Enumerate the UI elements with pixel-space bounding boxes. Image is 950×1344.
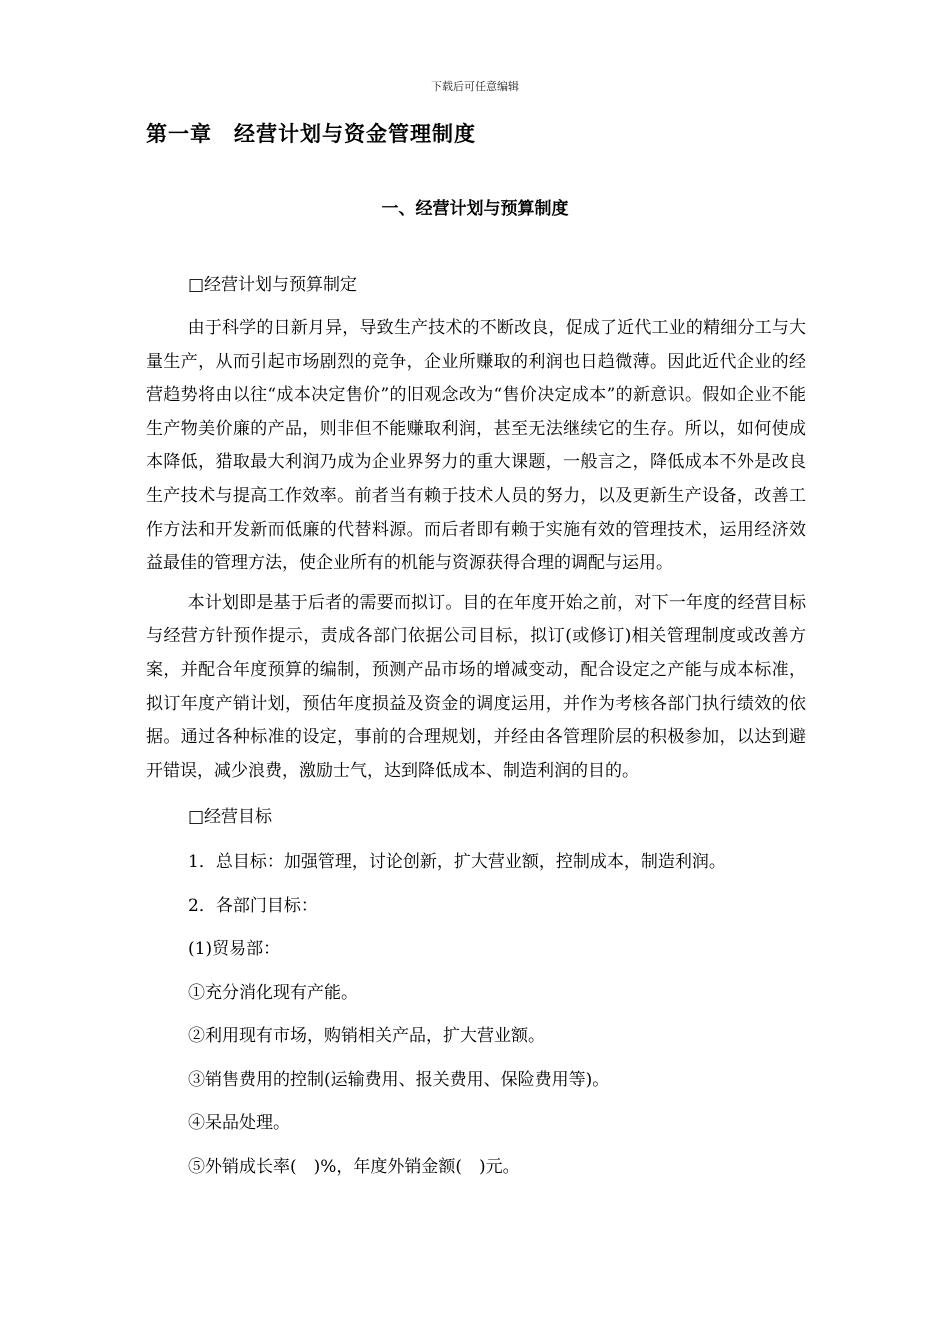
chapter-name: 经营计划与资金管理制度 [234,122,476,146]
list-item: ④呆品处理。 [188,1113,290,1134]
list-item: ①充分消化现有产能。 [188,982,358,1003]
document-body [146,268,806,1189]
chapter-number: 第一章 [146,122,212,146]
list-item: 1．总目标：加强管理，讨论创新，扩大营业额，控制成本，制造利润。 [188,852,726,873]
chapter-title [146,118,476,148]
list-item: 2．各部门目标： [188,895,318,916]
header-note: 下载后可任意编辑 [431,80,519,93]
list-item: ②利用现有市场，购销相关产品，扩大营业额。 [188,1026,545,1047]
paragraph-intro: 由于科学的日新月异，导致生产技术的不断改良，促成了近代工业的精细分工与大量生产，从而引起市场剧烈的竞争，企业所赚取的利润也日趋微薄。因此近代企业的经营趋势将由以往“成本决定售价”的旧观念改为“售价决定成本”的新意识。假如企业不能生产物美价廉的产品，则非但不能赚取利润，甚至无法继续它的生存。所以，如何使成本降低，猎取最大利润乃成为企业界努力的重大课题，一般言之，降低成本不外是改良生产技术与提高工作效率。前者当有赖于技术人员的努力，以及更新生产设备，改善工作方法和开发新而低廉的代替料源。而后者即有赖于实施有效的管理技术，运用经济效益最佳的管理方法，使企业所有的机能与资源获得合理的调配与运用。 [146,318,806,574]
goals-list [146,841,806,1189]
subheading-business-goals: □经营目标 [188,807,273,828]
list-item: ③销售费用的控制(运输费用、报关费用、保险费用等)。 [188,1069,610,1090]
list-item: (1)贸易部： [188,939,281,960]
paragraph-purpose: 本计划即是基于后者的需要而拟订。目的在年度开始之前，对下一年度的经营目标与经营方针预作提示，责成各部门依据公司目标，拟订(或修订)相关管理制度或改善方案，并配合年度预算的编制，预测产品市场的增减变动，配合设定之产能与成本标准，拟订年度产销计划，预估年度损益及资金的调度运用，并作为考核各部门执行绩效的依据。通过各种标准的设定，事前的合理规划，并经由各管理阶层的积极参加，以达到避开错误，减少浪费，激励士气，达到降低成本、制造利润的目的。 [146,592,806,781]
section-title-text: 一、经营计划与预算制度 [381,199,569,219]
subheading-plan-budget: □经营计划与预算制定 [188,275,358,295]
list-item: ⑤外销成长率( )%，年度外销金额( )元。 [188,1156,520,1177]
section-title [0,194,950,219]
